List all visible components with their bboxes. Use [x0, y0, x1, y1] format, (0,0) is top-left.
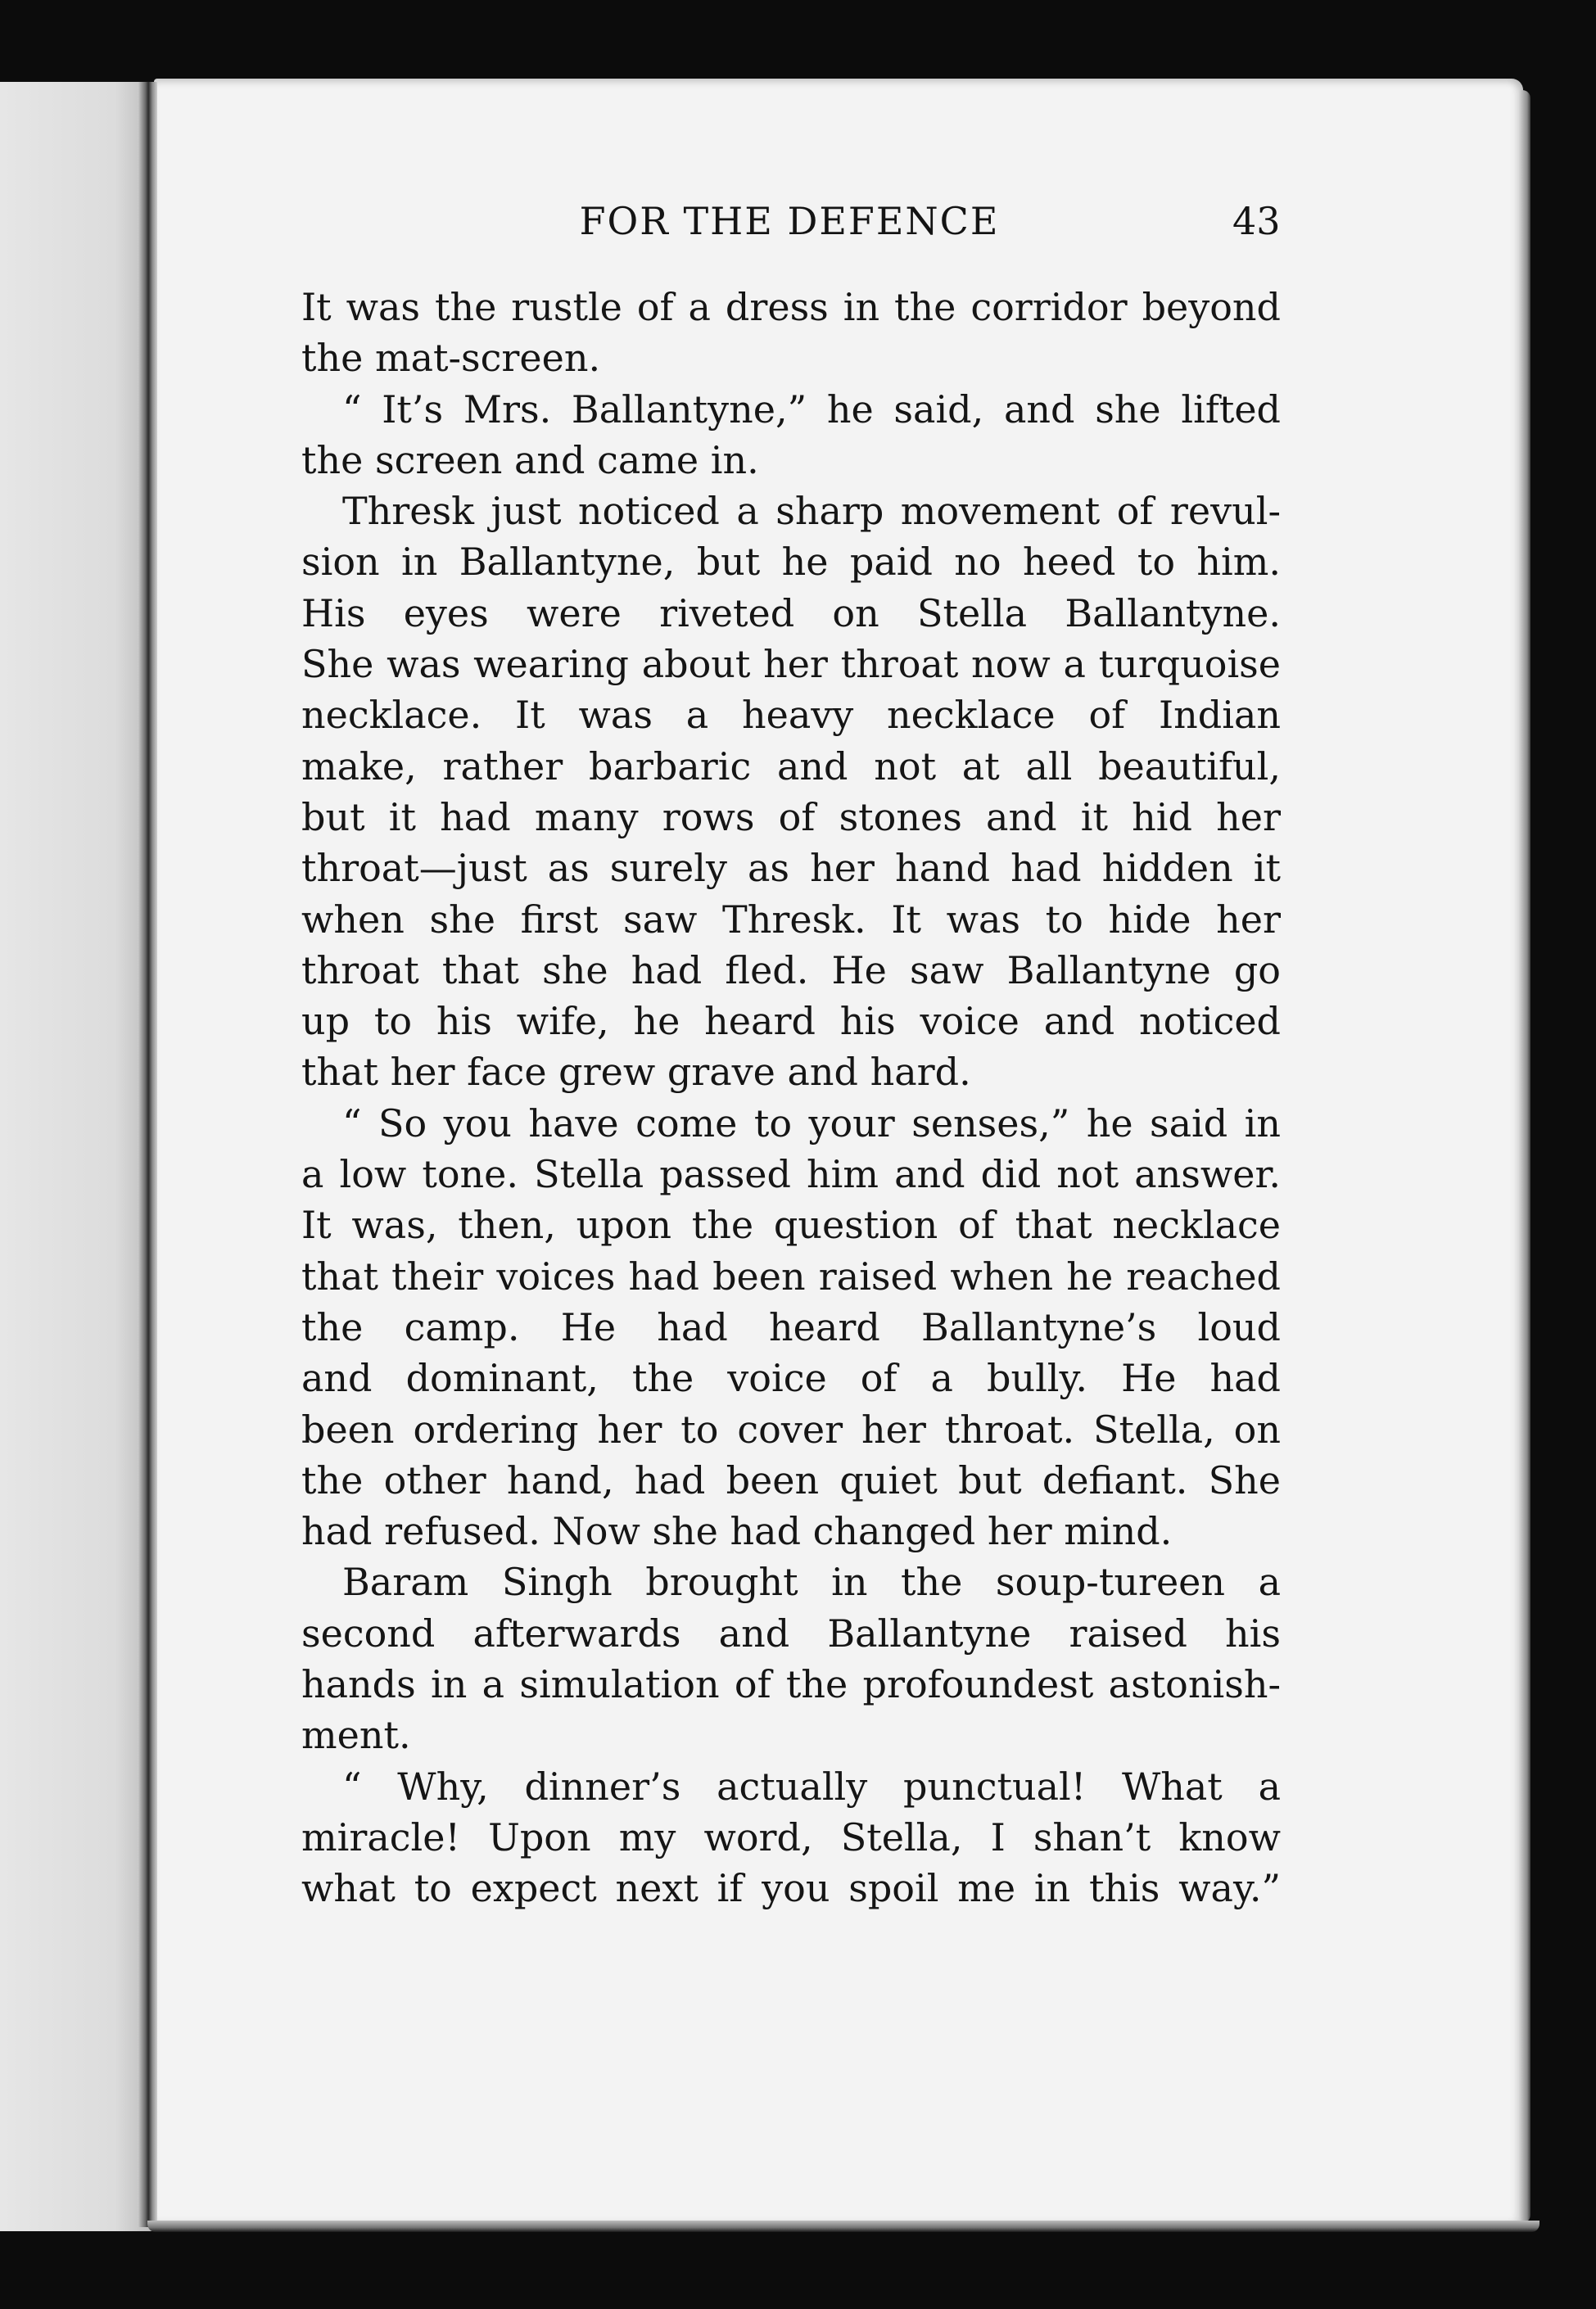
text-line: make, rather barbaric and not at all beautiful, [301, 743, 1281, 788]
text-line: what to expect next if you spoil me in this way.” [301, 1866, 1281, 1911]
text-line: throat that she had fled. He saw Ballantyne go [301, 947, 1281, 992]
text-line: It was the rustle of a dress in the corridor beyond [301, 285, 1281, 329]
text-line: the camp. He had heard Ballantyne’s loud [301, 1304, 1281, 1349]
text-line: She was wearing about her throat now a turquoise [301, 642, 1281, 687]
text-line: up to his wife, he heard his voice and noticed [301, 999, 1281, 1044]
text-line: Baram Singh brought in the soup-tureen a [342, 1560, 1281, 1605]
text-line: but it had many rows of stones and it hid her [301, 794, 1281, 839]
text-line: been ordering her to cover her throat. Stella, on [301, 1407, 1281, 1452]
text-line: throat—just as surely as her hand had hidden it [301, 846, 1281, 891]
text-line: sion in Ballantyne, but he paid no heed to him. [301, 540, 1281, 585]
text-line: when she first saw Thresk. It was to hide her [301, 897, 1281, 942]
text-line: It was, then, upon the question of that necklace [301, 1203, 1281, 1248]
text-line: ment. [301, 1713, 411, 1758]
text-line: and dominant, the voice of a bully. He had [301, 1356, 1281, 1401]
text-line: “ It’s Mrs. Ballantyne,” he said, and she lifted [342, 386, 1281, 432]
text-line: the screen and came in. [301, 437, 759, 482]
page-number: 43 [1232, 199, 1281, 243]
text-line: Thresk just noticed a sharp movement of revul- [342, 489, 1281, 534]
page-right-edge [1519, 90, 1530, 2223]
text-line: “ Why, dinner’s actually punctual! What a [342, 1764, 1281, 1809]
body-text [301, 282, 1281, 1914]
text-line: a low tone. Stella passed him and did not answer. [301, 1152, 1281, 1197]
text-line: that her face grew grave and hard. [301, 1050, 971, 1095]
text-line: hands in a simulation of the profoundest astonish- [301, 1662, 1281, 1707]
text-line: second afterwards and Ballantyne raised his [301, 1611, 1281, 1656]
text-line: the other hand, had been quiet but defiant. She [301, 1457, 1281, 1502]
text-line: the mat-screen. [301, 336, 601, 381]
text-line: His eyes were riveted on Stella Ballantyne. [301, 590, 1281, 635]
book-spine [138, 82, 157, 2227]
text-line: miracle! Upon my word, Stella, I shan’t know [301, 1814, 1281, 1859]
text-line: “ So you have come to your senses,” he said in [342, 1100, 1281, 1145]
text-line: that their voices had been raised when he reached [301, 1254, 1281, 1299]
page-bottom-edge [147, 2221, 1539, 2232]
text-line: necklace. It was a heavy necklace of Indian [301, 693, 1281, 738]
text-line: had refused. Now she had changed her mind. [301, 1509, 1173, 1554]
running-title: FOR THE DEFENCE [579, 199, 1000, 243]
